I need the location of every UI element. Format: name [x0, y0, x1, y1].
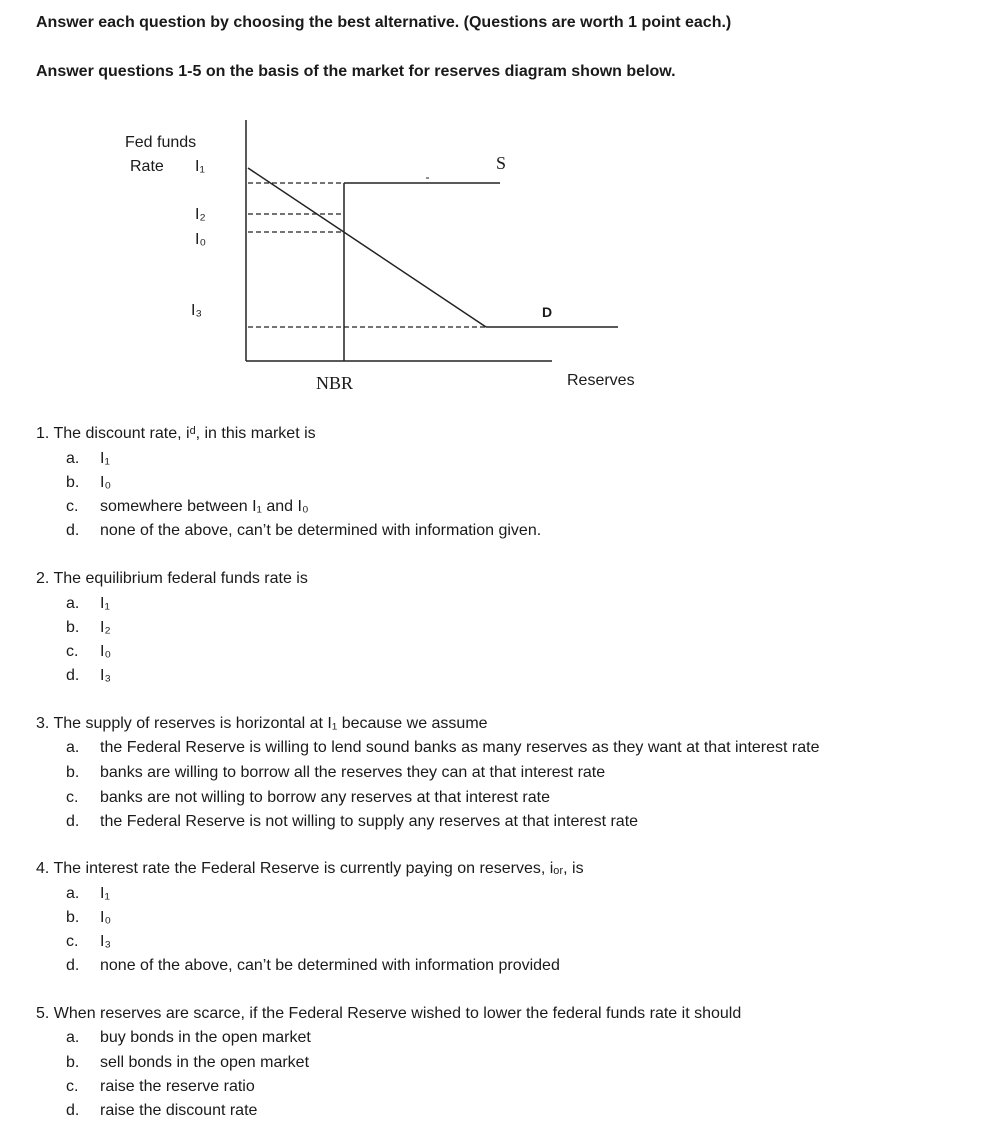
option[interactable]: d. none of the above, can’t be determined with information given.: [66, 522, 542, 539]
option[interactable]: d. the Federal Reserve is not willing to supply any reserves at that interest rate: [66, 813, 639, 830]
question-text: 5. When reserves are scarce, if the Federal Reserve wished to lower the federal funds rate it should: [36, 1005, 742, 1022]
tick-label-i3: I₃: [191, 302, 202, 319]
option[interactable]: d. raise the discount rate: [66, 1102, 258, 1119]
option[interactable]: b. sell bonds in the open market: [66, 1054, 310, 1071]
option[interactable]: d. I₃: [66, 667, 111, 684]
option[interactable]: c. I₃: [66, 933, 111, 950]
option[interactable]: b. I₂: [66, 619, 111, 636]
instructions-line-2: Answer questions 1-5 on the basis of the market for reserves diagram shown below.: [36, 63, 676, 80]
demand-curve: [248, 168, 486, 327]
question-text: 3. The supply of reserves is horizontal at I₁ because we assume: [36, 715, 488, 732]
tick-label-i2: I₂: [195, 206, 206, 223]
y-axis-label-line1: Fed funds: [125, 134, 197, 151]
option[interactable]: a. I₁: [66, 595, 110, 612]
option[interactable]: d. none of the above, can’t be determined with information provided: [66, 957, 560, 974]
option[interactable]: b. I₀: [66, 474, 112, 491]
demand-label: D: [542, 304, 553, 320]
option[interactable]: a. the Federal Reserve is willing to lend sound banks as many reserves as they want at that interest rate: [66, 739, 820, 756]
y-axis-label-line2: Rate: [130, 158, 164, 175]
question-text: 2. The equilibrium federal funds rate is: [36, 570, 308, 587]
option[interactable]: a. I₁: [66, 885, 110, 902]
instructions-line-1: Answer each question by choosing the best alternative. (Questions are worth 1 point each.): [36, 14, 732, 31]
option[interactable]: c. somewhere between I₁ and I₀: [66, 498, 309, 515]
x-axis-label: Reserves: [567, 372, 635, 389]
option[interactable]: b. I₀: [66, 909, 112, 926]
tick-label-i1: I₁: [195, 158, 205, 175]
option[interactable]: c. I₀: [66, 643, 112, 660]
supply-label: S: [496, 153, 507, 173]
option[interactable]: b. banks are willing to borrow all the reserves they can at that interest rate: [66, 764, 606, 781]
option[interactable]: a. I₁: [66, 450, 110, 467]
option[interactable]: c. banks are not willing to borrow any reserves at that interest rate: [66, 789, 550, 806]
option[interactable]: c. raise the reserve ratio: [66, 1078, 255, 1095]
nbr-label: NBR: [316, 373, 354, 393]
tick-label-i0: I₀: [195, 231, 207, 248]
diagram-lines: [0, 0, 988, 420]
option[interactable]: a. buy bonds in the open market: [66, 1029, 311, 1046]
question-text: 4. The interest rate the Federal Reserve is currently paying on reserves, iₒᵣ, is: [36, 860, 584, 877]
question-text: 1. The discount rate, iᵈ, in this market is: [36, 425, 316, 442]
